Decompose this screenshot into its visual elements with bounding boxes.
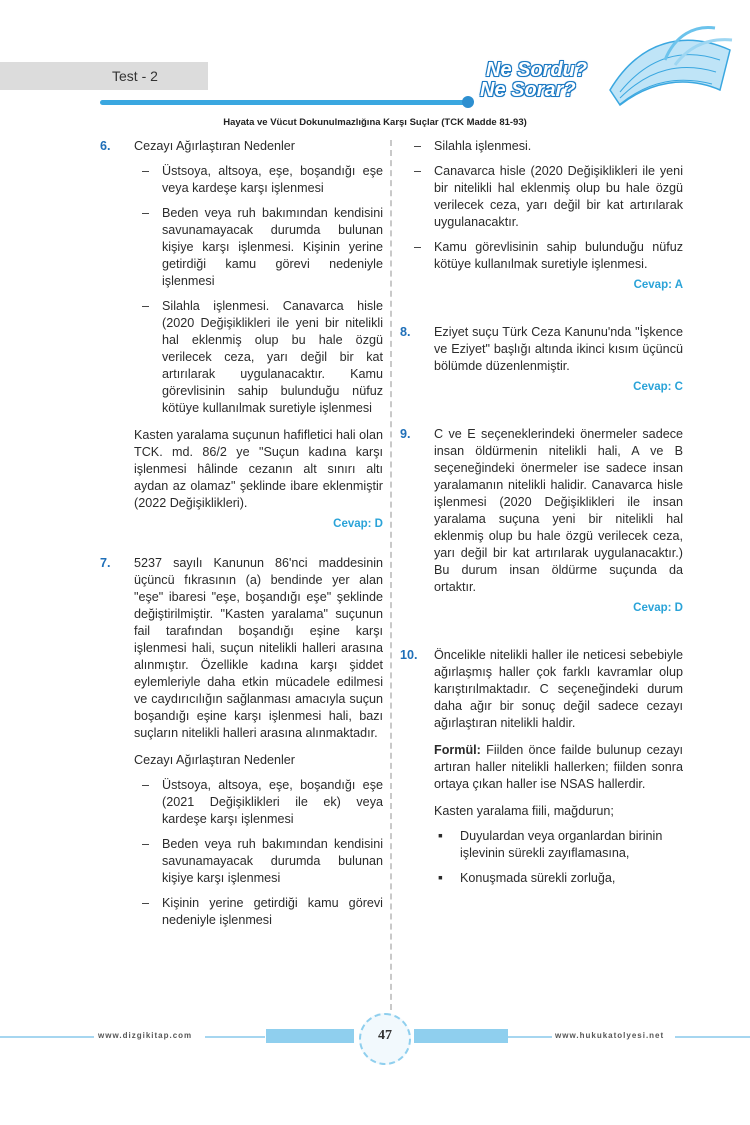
footer-line (508, 1036, 552, 1038)
question-text: Eziyet suçu Türk Ceza Kanunu'nda "İşkence ve Eziyet" başlığı altında ikinci kısım üçüncü bölümde düzenlenmiştir. (434, 325, 683, 373)
logo-line-1: Ne Sordu? (486, 59, 588, 81)
question-6-continued (400, 138, 683, 294)
footer-left-url: www.dizgikitap.com (98, 1031, 193, 1040)
answer-label: Cevap: D (333, 518, 383, 530)
question-number: 7. (100, 556, 111, 570)
list-item: – Silahla işlenmesi. (414, 139, 532, 153)
question-7 (100, 555, 383, 929)
question-10 (400, 647, 683, 887)
note-paragraph: Kasten yaralama suçunun hafifletici hali olan TCK. md. 86/2 ye "Suçun kadına karşı işlenmesi hâlinde cezanın alt sınırı altı aydan az olamaz" şeklinde ibare eklenmiştir (2022 Değişiklikleri). (134, 428, 383, 510)
list-item: – Kişinin yerine getirdiği kamu görevi nedeniyle işlenmesi (142, 896, 383, 927)
formula-paragraph (434, 742, 683, 793)
footer-right-url: www.hukukatolyesi.net (555, 1031, 665, 1040)
question-text: 5237 sayılı Kanunun 86'nci maddesinin üçüncü fıkrasının (a) bendinde yer alan "eşe" ibaresi "eşe, boşandığı eşe" şeklinde değiştirilmiştir. "Kasten yaralama" suçunun fail tarafından boşandığı eşine karşı işlenmesi hali, suçun nitelikli halleri arasına alınmıştır. Özellikle kadına karşı şiddet eylemleriyle daha etkin mücadele edilmesi ve caydırıcılığın sağlanması amacıyla suçun boşandığı eşine karşı işlenmesi hali, bazı suçların nitelikli halleri arasına alınmaktadır. (134, 556, 383, 740)
question-text: C ve E seçeneklerindeki önermeler sadece insan öldürmenin nitelikli hali, A ve B seçeneğindeki önermeler ise sadece insan yaralamanın nitelikli halidir. Canavarca hisle işlenmesi (2020 Değişiklikleri ile insan yaralama suçuna yeni bir nitelikli hal eklenmiş olup bu hale özgü verilecek ceza, yarı değil bir kat artırılarak uygulanacaktır.) Bu durum insan öldürme suçunda da ortaktır. (434, 427, 683, 594)
question-number: 6. (100, 139, 111, 153)
logo-line-2: Ne Sorar? (480, 79, 576, 101)
list-item: – Beden veya ruh bakımından kendisini savunamayacak durumda bulunan kişiye karşı işlenmesi (142, 837, 383, 885)
right-column (400, 138, 683, 887)
formula-text: Fiilden önce failde bulunup cezayı artıran haller nitelikli hallerken; fiilden sonra ortaya çıkan haller ise NSAS hallerdir. (434, 743, 683, 791)
question-text: Öncelikle nitelikli haller ile neticesi sebebiyle ağırlaşmış haller çok farklı kavramlar olup karıştırılmaktadır. C seçeneğindeki durum daha ağır bir sonuç değil sadece cezayı ağırlaştıran nitelikli haldir. (434, 648, 683, 730)
section-heading: Cezayı Ağırlaştıran Nedenler (134, 753, 296, 767)
answer-label: Cevap: D (633, 602, 683, 614)
bullet-item: ▪ Duyulardan veya organlardan birinin işlevinin sürekli zayıflamasına, (438, 827, 663, 860)
header-rule (100, 100, 468, 105)
question-number: 9. (400, 427, 411, 441)
list-item: – Canavarca hisle (2020 Değişiklikleri ile yeni bir nitelikli hal eklenmiş olup bu hale özgü verilecek ceza, yarı değil bir kat artırılarak uygulanacaktır. (414, 164, 683, 229)
column-divider (390, 140, 392, 1020)
footer-decor-bar (414, 1029, 508, 1043)
list-item: – Beden veya ruh bakımından kendisini savunamayacak durumda bulunan kişiye karşı işlenmesi. Kişinin yerine getirdiği kamu görevi nedeniyle işlenmesi (142, 206, 383, 288)
logo-text (480, 60, 587, 100)
bullet-item: ▪ Konuşmada sürekli zorluğa, (438, 869, 616, 885)
question-9 (400, 426, 683, 617)
list-item: – Silahla işlenmesi. Canavarca hisle (2020 Değişiklikleri ile yeni bir nitelikli hal eklenmiş olup bu hale özgü verilecek ceza, yarı değil bir kat artırılarak uygulanacaktır. Kamu görevlisinin sahip bulunduğu nüfuz kötüye kullanılmak suretiyle işlenmesi (142, 299, 383, 415)
page-number: 47 (378, 1028, 392, 1043)
question-6 (100, 138, 383, 533)
left-column (100, 138, 383, 929)
formula-label: Formül: (434, 743, 481, 757)
footer-decor-bar (266, 1029, 354, 1043)
footer-line (0, 1036, 94, 1038)
footer-line (675, 1036, 750, 1038)
question-8 (400, 324, 683, 396)
list-item: – Üstsoya, altsoya, eşe, boşandığı eşe (2021 Değişiklikleri ile ek) veya kardeşe karşı işlenmesi (142, 778, 383, 826)
question-number: 8. (400, 325, 411, 339)
test-label-tab (0, 62, 208, 90)
lead-text: Kasten yaralama fiili, mağdurun; (434, 804, 614, 818)
footer-line (205, 1036, 265, 1038)
section-heading: Cezayı Ağırlaştıran Nedenler (134, 139, 296, 153)
test-label: Test - 2 (112, 68, 158, 84)
page-subtitle: Hayata ve Vücut Dokunulmazlığına Karşı Suçlar (TCK Madde 81-93) (223, 117, 527, 128)
answer-label: Cevap: A (633, 279, 683, 291)
list-item: – Üstsoya, altsoya, eşe, boşandığı eşe veya kardeşe karşı işlenmesi (142, 164, 383, 195)
question-number: 10. (400, 648, 418, 662)
answer-label: Cevap: C (633, 381, 683, 393)
list-item: – Kamu görevlisinin sahip bulunduğu nüfuz kötüye kullanılmak suretiyle işlenmesi. (414, 240, 683, 271)
